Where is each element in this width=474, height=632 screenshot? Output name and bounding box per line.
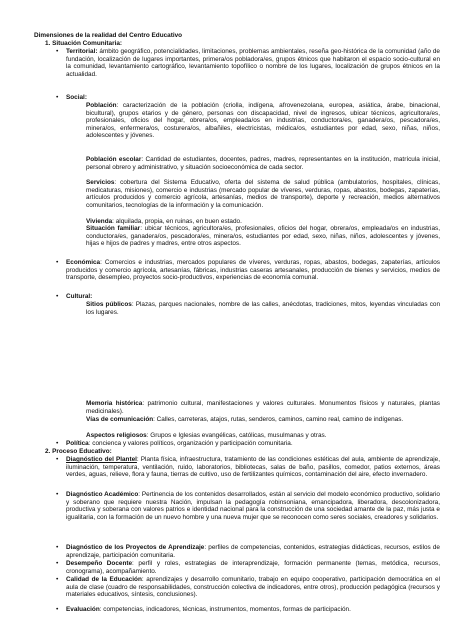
bullet-icon: • <box>56 544 59 551</box>
territorial-label: Territorial: <box>66 48 98 55</box>
familiar-label: Situación familiar <box>86 225 141 232</box>
sitios-text: : Plazas, parques nacionales, nombre de las calles, anécdotas, tradiciones, mitos, leyendas vinculadas con los lugares. <box>86 301 441 316</box>
calidad-text: : aprendizajes y desarrollo comunitario, trabajo en equipo cooperativo, participación democrática en el aula de clase (cuadro de responsabilidades, construcción colectiva de indicadores, entre otros), producción pedagógica (recursos y materiales educativos, síntesis, conclusiones). <box>66 576 441 599</box>
servicios-text: : cobertura del Sistema Educativo, oferta del sistema de salud pública (ambulatorios, hospitales, clínicas, medicaturas, misiones), comercio e industrias (mercado popular de víveres, verduras, ropas, abastos, bodegas, zapaterías, artículos producidos y comercio agrícola, artesanías, medios de transporte), deporte y recreación, medios alternativos comunitarios, tecnologías de la información y la comunicación. <box>86 179 440 209</box>
territorial-paragraph <box>66 48 440 78</box>
plantel-label: Diagnóstico del Plantel <box>66 456 137 463</box>
memoria-paragraph <box>86 400 440 415</box>
politica-text: : concienca y valores políticos, organización y participación comunitaria. <box>88 440 293 447</box>
vivienda-label: Vivienda <box>86 218 113 225</box>
bullet-icon: • <box>56 94 59 101</box>
familiar-paragraph <box>86 225 440 248</box>
proyectos-paragraph <box>66 544 440 559</box>
servicios-paragraph <box>86 179 440 209</box>
escolar-text: : Cantidad de estudiantes, docentes, padres, madres, representantes en la institución, matrícula inicial, personal obrero y administrativo, y situación socioeconómica de cada sector. <box>86 156 440 171</box>
academico-label: Diagnóstico Académico <box>66 491 139 498</box>
academico-text: : Pertinencia de los contenidos desarrollados, están al servicio del modelo económico productivo, solidario y soberano que requiere nuestra Nación, impulsan la pedagogía robinsoniana, emancipadora, liberadora, descolonizadora, productiva y soberana con valores patrios e identidad nacional para la construcción de una sociedad amante de la paz, más justa e igualitaria, con la formación de un nuevo hombre y una nueva mujer que se reconocen como seres sociales, creadores y solidarios. <box>66 491 440 521</box>
bullet-icon: • <box>56 259 59 266</box>
economica-paragraph <box>66 259 440 282</box>
proyectos-text: : perfiles de competencias, contenidos, estrategias didácticas, recursos, estilos de aprendizaje, participación comunitaria. <box>66 544 440 559</box>
evaluacion-text: : competencias, indicadores, técnicas, instrumentos, momentos, formas de participación. <box>99 606 351 613</box>
bullet-icon: • <box>56 576 59 583</box>
sitios-paragraph <box>86 301 440 316</box>
religiosos-label: Aspectos religiosos <box>86 432 147 439</box>
religiosos-paragraph <box>86 432 326 440</box>
poblacion-text: : caracterización de la población (criolla, indígena, afrovenezolana, europea, asiática, árabe, binacional, bicultural), grupos etarios y de género, personas con discapacidad, nivel de ingresos, ubicar técnicos, agricultora/es, profesionales, oficios del hogar, obrera/os, empleada/os en industrias, conductora/es, ganadera/os, pescadora/es, minera/os, enfermera/os, costurera/os, albañiles, electricistas, médica/os, estudiantes por edad, sexo, niñas, niños, adolescentes y jóvenes. <box>86 102 440 140</box>
desempeno-label: Desempeño Docente <box>66 560 133 567</box>
poblacion-label: Población <box>86 102 117 109</box>
bullet-icon: • <box>56 293 59 300</box>
bullet-icon: • <box>56 456 59 463</box>
familiar-text: : ubicar técnicos, agricultora/es, profesionales, oficios del hogar, obrera/os, empleada/os en industrias, conductora/es, ganadera/os, pescadora/es, minera/os, estudiantes por edad, sexo, niñas, niños, adolescentes y jóvenes, hijas e hijos de padres y madres, entre otros aspectos. <box>86 225 440 248</box>
desempeno-text: : perfil y roles, estrategias de interaprendizaje, formación permanente (temas, metódica, recursos, cronograma), acompañamiento. <box>66 560 440 575</box>
calidad-paragraph <box>66 576 440 599</box>
vias-text: : Calles, carreteras, atajos, rutas, senderos, caminos, camino real, camino de indígenas. <box>153 416 404 423</box>
politica-label: Política <box>66 440 89 447</box>
economica-text: : Comercios e industrias, mercados populares de víveres, verduras, ropas, abastos, bodegas, zapaterías, artículos producidos y comercio agrícola, artesanías, fábricas, industrias caseras artesanales, producción de bienes y servicios, medios de transporte, desempleo, proyectos socio-productivos, experiencias de economía comunal. <box>66 259 440 282</box>
poblacion-paragraph <box>86 102 440 140</box>
section-2-heading: 2. Proceso Educativo: <box>45 448 112 455</box>
servicios-label: Servicios <box>86 179 115 186</box>
plantel-paragraph <box>66 456 440 479</box>
memoria-text: : patrimonio cultural, manifestaciones y valores culturales. Monumentos físicos y naturales, plantas medicinales). <box>86 400 440 415</box>
bullet-icon: • <box>56 606 59 613</box>
section-1-heading: 1. Situación Comunitaria: <box>45 40 123 47</box>
bullet-icon: • <box>56 560 59 567</box>
politica-paragraph <box>66 440 293 448</box>
vias-label: Vías de comunicación <box>86 416 154 423</box>
escolar-paragraph <box>86 156 440 171</box>
sitios-label: Sitios públicos <box>86 301 132 308</box>
bullet-icon: • <box>56 48 59 55</box>
plantel-text: : Planta física, infraestructura, tratamiento de las condiciones estéticas del aula, ambiente de aprendizaje, iluminación, temperatura, ventilación, ruido, laboratorios, bibliotecas, salas de baño, pasillos, comedor, patios externos, áreas verdes, aguas, relieve, flora y fauna, tierras de cultivo, uso de fertilizantes químicos, contaminación del aire, efecto invernadero. <box>66 456 440 479</box>
proyectos-label: Diagnóstico de los Proyectos de Aprendizaje <box>66 544 205 551</box>
escolar-label: Población escolar <box>86 156 142 163</box>
desempeno-paragraph <box>66 560 440 575</box>
economica-label: Económica <box>66 259 101 266</box>
academico-paragraph <box>66 491 440 521</box>
vias-paragraph <box>86 416 440 424</box>
evaluacion-label: Evaluación <box>66 606 100 613</box>
evaluacion-paragraph <box>66 606 351 614</box>
document-title: Dimensiones de la realidad del Centro Educativo <box>34 32 183 39</box>
vivienda-text: : alquilada, propia, en ruinas, en buen estado. <box>112 218 242 225</box>
territorial-text: ámbito geográfico, potencialidades, limitaciones, problemas ambientales, reseña geo-histórica de la comunidad (año de fundación, localización de lugares importantes, primera/os pobladora/es, grupos étnicos que habitaron el espacio socio-cultural en la comunidad, levantamiento cartográfico, levantamiento topofílico o nombre de los lugares, localización de grupos étnicos en la actualidad. <box>66 48 440 78</box>
calidad-label: Calidad de la Educación <box>66 576 142 583</box>
memoria-label: Memoria histórica <box>86 400 143 407</box>
bullet-icon: • <box>56 491 59 498</box>
cultural-label: Cultural: <box>66 293 93 300</box>
social-label: Social: <box>66 94 87 101</box>
bullet-icon: • <box>56 440 59 447</box>
religiosos-text: : Grupos e Iglesias evangélicas, católicas, musulmanas y otras. <box>146 432 327 439</box>
